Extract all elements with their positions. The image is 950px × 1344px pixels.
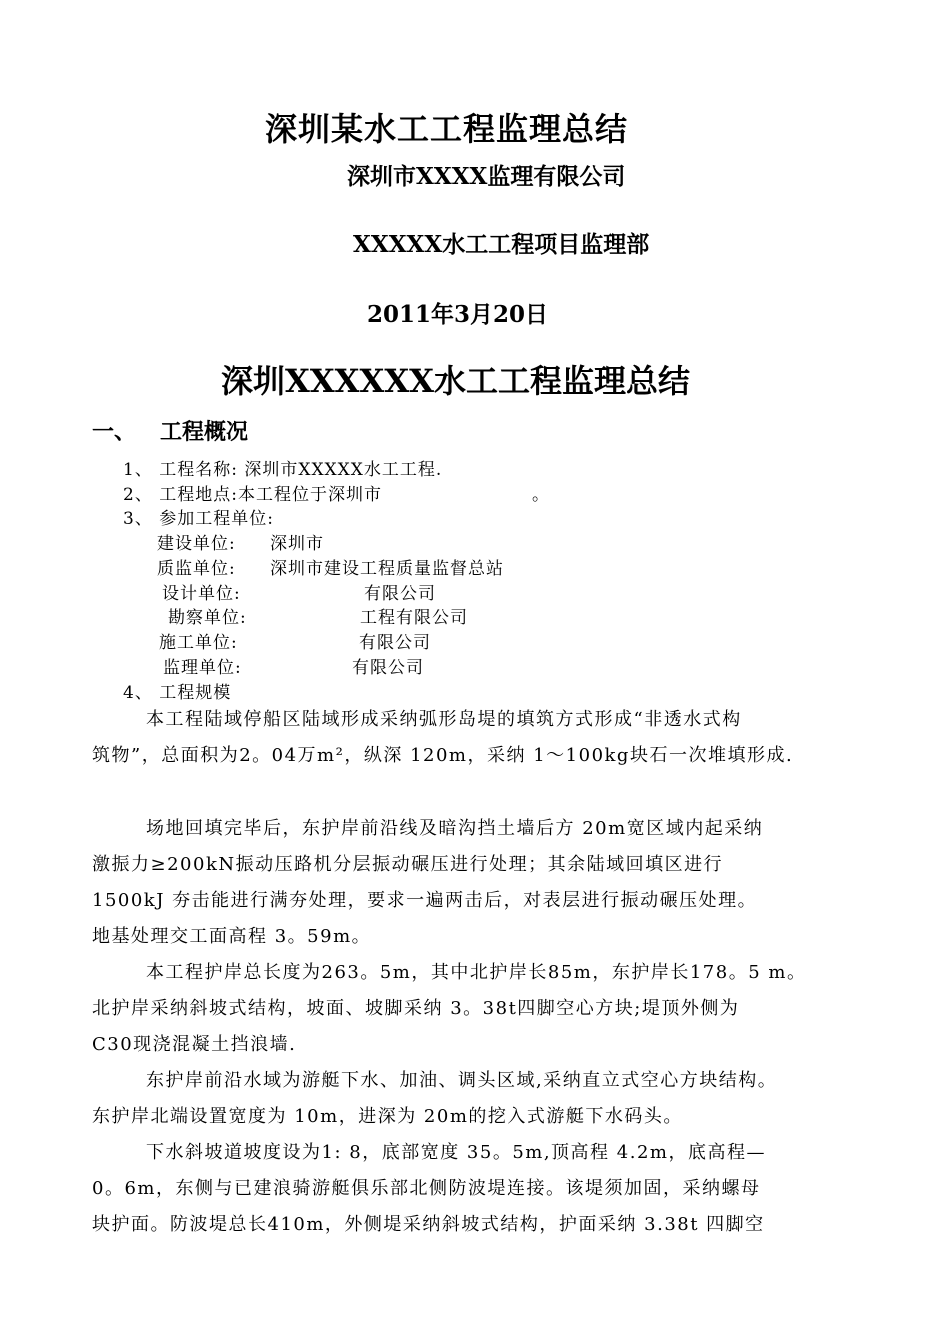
cover-title: 深圳某水工工程监理总结	[265, 110, 629, 148]
unit-label: 施工单位:	[159, 633, 238, 653]
unit-label: 设计单位:	[162, 584, 241, 604]
item-project-name: 1、 工程名称: 深圳市XXXXX水工工程.	[123, 460, 443, 480]
item-scale: 4、 工程规模	[123, 683, 232, 703]
paragraph-line: 场地回填完毕后，东护岸前沿线及暗沟挡土墙后方 20m宽区域内起采纳	[146, 818, 764, 839]
unit-label: 勘察单位:	[168, 608, 247, 628]
paragraph-line: 东护岸前沿水域为游艇下水、加油、调头区域,采纳直立式空心方块结构。	[146, 1070, 778, 1091]
item-location-tail: 。	[532, 485, 550, 505]
unit-label: 建设单位:	[157, 534, 236, 554]
item-project-location: 2、 工程地点:本工程位于深圳市	[123, 485, 382, 505]
paragraph-line: 东护岸北端设置宽度为 10m，进深为 20m的挖入式游艇下水码头。	[92, 1106, 683, 1127]
paragraph-line: 激振力≥200kN振动压路机分层振动碾压进行处理；其余陆域回填区进行	[92, 854, 724, 875]
paragraph-line: C30现浇混凝土挡浪墙.	[92, 1034, 297, 1055]
report-date: 2011年3月20日	[367, 301, 549, 328]
company-name: 深圳市XXXX监理有限公司	[347, 163, 626, 190]
item-participants: 3、 参加工程单位:	[123, 509, 274, 529]
unit-label: 监理单位:	[163, 658, 242, 678]
paragraph-line: 块护面。防波堤总长410m，外侧堤采纳斜坡式结构，护面采纳 3.38t 四脚空	[92, 1214, 765, 1235]
unit-value: 有限公司	[364, 584, 436, 604]
unit-label: 质监单位:	[157, 559, 236, 579]
paragraph-line: 北护岸采纳斜坡式结构，坡面、坡脚采纳 3。38t四脚空心方块;堤顶外侧为	[92, 998, 740, 1019]
unit-value: 有限公司	[359, 633, 431, 653]
document-title: 深圳XXXXXX水工工程监理总结	[221, 362, 690, 400]
paragraph-line: 0。6m，东侧与已建浪骑游艇俱乐部北侧防波堤连接。该堤须加固，采纳螺母	[92, 1178, 761, 1199]
paragraph-line: 本工程陆域停船区陆域形成采纳弧形岛堤的填筑方式形成“非透水式构	[146, 709, 742, 730]
department-name: XXXXX水工工程项目监理部	[353, 231, 650, 258]
section-heading-number: 一、	[92, 419, 137, 445]
paragraph-line: 下水斜坡道坡度设为1: 8，底部宽度 35。5m,顶高程 4.2m，底高程—	[146, 1142, 766, 1163]
paragraph-line: 筑物”，总面积为2。04万m²，纵深 120m，采纳 1～100kg块石一次堆填形成.	[92, 745, 794, 766]
paragraph-line: 1500kJ 夯击能进行满夯处理，要求一遍两击后，对表层进行振动碾压处理。	[92, 890, 758, 911]
unit-value: 深圳市建设工程质量监督总站	[270, 559, 504, 579]
paragraph-line: 本工程护岸总长度为263。5m，其中北护岸长85m，东护岸长178。5 m。	[146, 962, 807, 983]
unit-value: 工程有限公司	[360, 608, 468, 628]
paragraph-line: 地基处理交工面高程 3。59m。	[92, 926, 372, 947]
section-heading: 工程概况	[160, 419, 249, 445]
unit-value: 有限公司	[352, 658, 424, 678]
unit-value: 深圳市	[270, 534, 324, 554]
